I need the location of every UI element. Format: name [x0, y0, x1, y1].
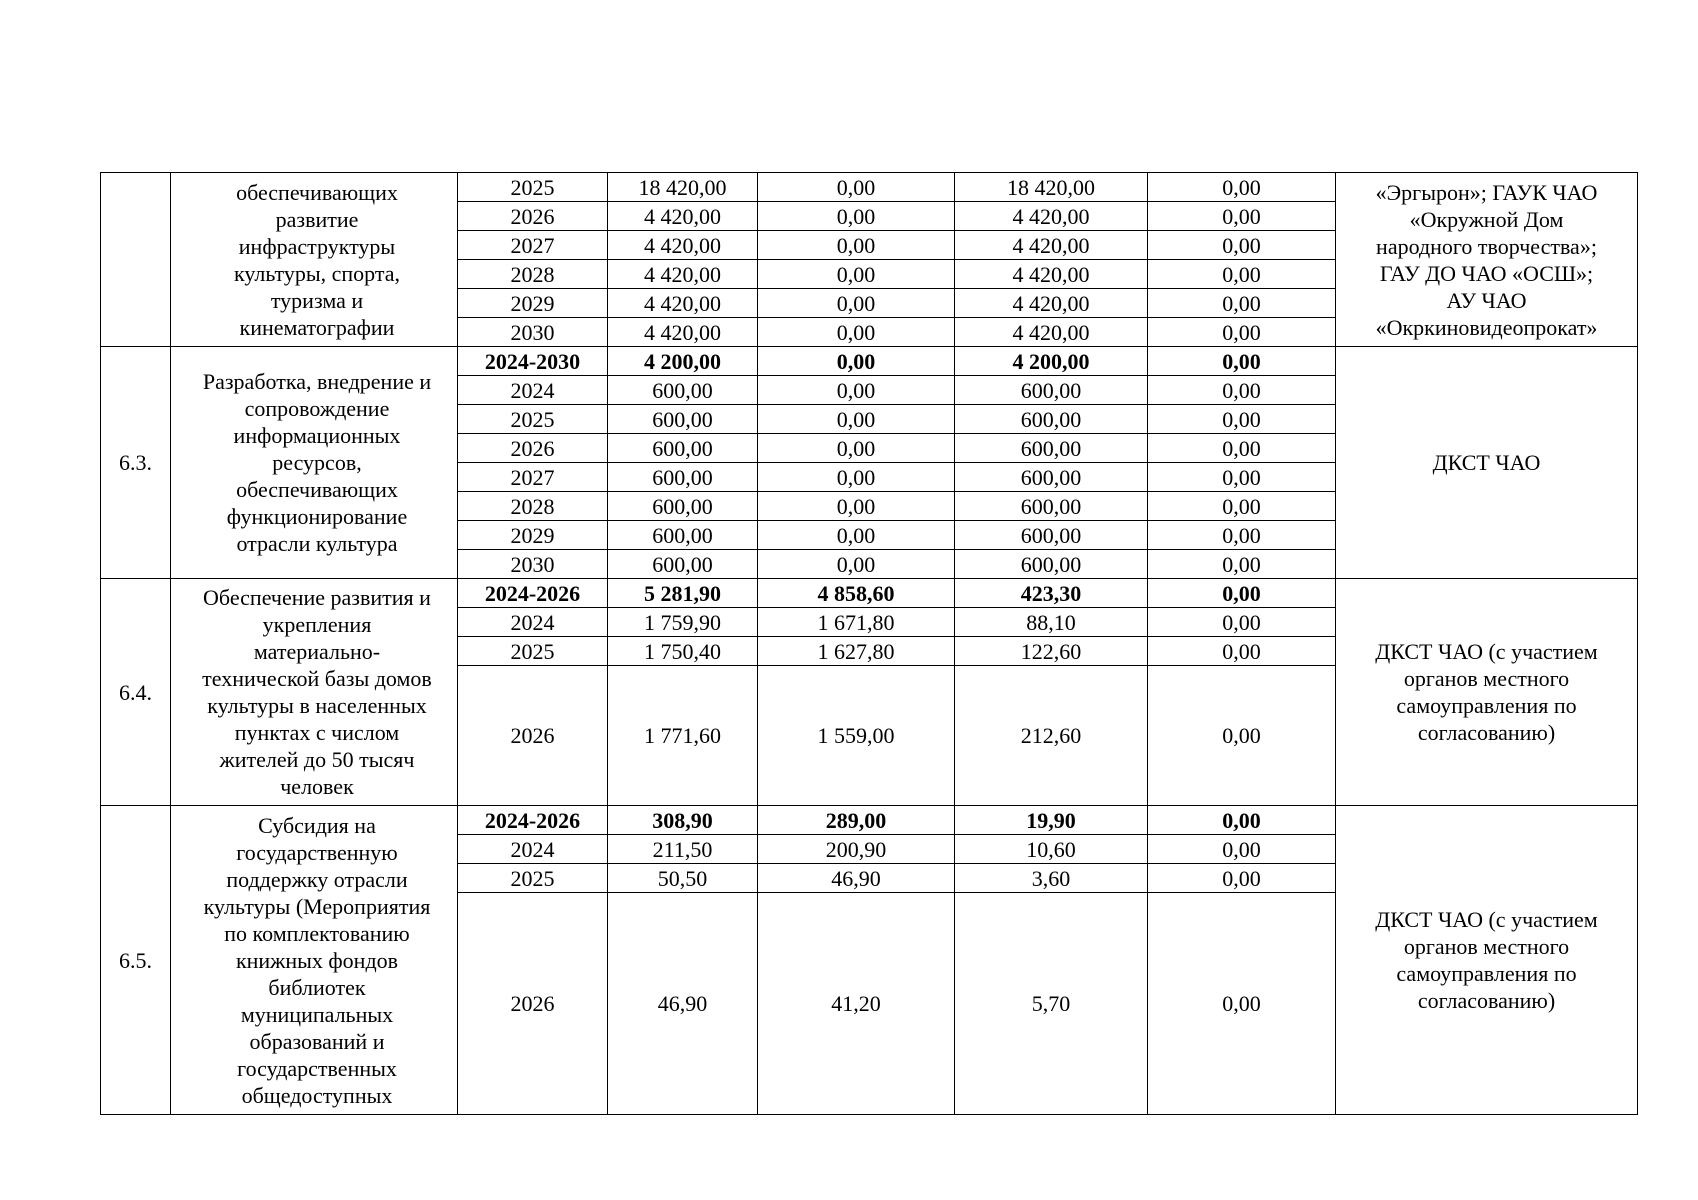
year-cell: 2026 — [458, 893, 608, 1115]
other-cell: 0,00 — [1148, 835, 1336, 864]
other-cell: 0,00 — [1148, 347, 1336, 376]
regional-cell: 600,00 — [955, 550, 1148, 579]
regional-cell: 600,00 — [955, 434, 1148, 463]
table-row-total — [101, 579, 1638, 608]
regional-cell: 3,60 — [955, 864, 1148, 893]
federal-cell: 0,00 — [758, 318, 955, 347]
table-row-total — [101, 806, 1638, 835]
program-budget-table — [100, 172, 1638, 1115]
total-cell: 1 759,90 — [608, 608, 758, 637]
regional-cell: 4 420,00 — [955, 318, 1148, 347]
year-cell: 2028 — [458, 492, 608, 521]
total-cell: 600,00 — [608, 492, 758, 521]
federal-cell: 200,90 — [758, 835, 955, 864]
total-cell: 4 420,00 — [608, 202, 758, 231]
executor-cell — [1336, 347, 1638, 579]
total-cell: 600,00 — [608, 550, 758, 579]
other-cell: 0,00 — [1148, 318, 1336, 347]
regional-cell: 423,30 — [955, 579, 1148, 608]
total-cell: 4 420,00 — [608, 318, 758, 347]
item-name-text: Разработка, внедрение и сопровождение информационных ресурсов, обеспечивающих функционирование отрасли культура — [202, 369, 432, 556]
regional-cell: 88,10 — [955, 608, 1148, 637]
regional-cell: 10,60 — [955, 835, 1148, 864]
other-cell: 0,00 — [1148, 806, 1336, 835]
regional-cell: 600,00 — [955, 492, 1148, 521]
other-cell: 0,00 — [1148, 864, 1336, 893]
total-cell: 4 200,00 — [608, 347, 758, 376]
year-cell: 2026 — [458, 666, 608, 806]
year-cell: 2025 — [458, 864, 608, 893]
year-cell: 2024-2026 — [458, 806, 608, 835]
other-cell: 0,00 — [1148, 202, 1336, 231]
executor-cell — [1336, 173, 1638, 347]
total-cell: 308,90 — [608, 806, 758, 835]
regional-cell: 600,00 — [955, 405, 1148, 434]
total-cell: 5 281,90 — [608, 579, 758, 608]
year-cell: 2024-2030 — [458, 347, 608, 376]
item-name-text: Обеспечение развития и укрепления материально- технической базы домов культуры в населенных пунктах с числом жителей до 50 тысяч человек — [202, 585, 432, 799]
item-number-cell: 6.5. — [101, 806, 171, 1115]
year-cell: 2027 — [458, 231, 608, 260]
year-cell: 2027 — [458, 463, 608, 492]
federal-cell: 0,00 — [758, 521, 955, 550]
federal-cell: 0,00 — [758, 347, 955, 376]
regional-cell: 600,00 — [955, 463, 1148, 492]
year-cell: 2024-2026 — [458, 579, 608, 608]
other-cell: 0,00 — [1148, 434, 1336, 463]
item-number-cell: 6.3. — [101, 347, 171, 579]
year-cell: 2024 — [458, 608, 608, 637]
total-cell: 4 420,00 — [608, 231, 758, 260]
other-cell: 0,00 — [1148, 405, 1336, 434]
regional-cell: 4 200,00 — [955, 347, 1148, 376]
total-cell: 600,00 — [608, 521, 758, 550]
year-cell: 2025 — [458, 405, 608, 434]
other-cell: 0,00 — [1148, 173, 1336, 202]
other-cell: 0,00 — [1148, 579, 1336, 608]
total-cell: 1 771,60 — [608, 666, 758, 806]
other-cell: 0,00 — [1148, 492, 1336, 521]
year-cell: 2026 — [458, 202, 608, 231]
total-cell: 600,00 — [608, 434, 758, 463]
federal-cell: 0,00 — [758, 550, 955, 579]
year-cell: 2029 — [458, 289, 608, 318]
federal-cell: 41,20 — [758, 893, 955, 1115]
item-name-text: обеспечивающих развитие инфраструктуры культуры, спорта, туризма и кинематографии — [233, 179, 401, 340]
federal-cell: 0,00 — [758, 260, 955, 289]
regional-cell: 122,60 — [955, 637, 1148, 666]
item-number-cell: 6.4. — [101, 579, 171, 806]
year-cell: 2026 — [458, 434, 608, 463]
year-cell: 2028 — [458, 260, 608, 289]
federal-cell: 4 858,60 — [758, 579, 955, 608]
executor-text: ДКСТ ЧАО — [1432, 450, 1541, 475]
regional-cell: 600,00 — [955, 376, 1148, 405]
regional-cell: 19,90 — [955, 806, 1148, 835]
total-cell: 600,00 — [608, 376, 758, 405]
item-name-cell — [171, 173, 458, 347]
regional-cell: 5,70 — [955, 893, 1148, 1115]
federal-cell: 0,00 — [758, 463, 955, 492]
year-cell: 2030 — [458, 318, 608, 347]
other-cell: 0,00 — [1148, 893, 1336, 1115]
regional-cell: 4 420,00 — [955, 231, 1148, 260]
other-cell: 0,00 — [1148, 637, 1336, 666]
federal-cell: 0,00 — [758, 376, 955, 405]
total-cell: 600,00 — [608, 463, 758, 492]
regional-cell: 4 420,00 — [955, 260, 1148, 289]
federal-cell: 0,00 — [758, 231, 955, 260]
year-cell: 2024 — [458, 376, 608, 405]
other-cell: 0,00 — [1148, 463, 1336, 492]
regional-cell: 4 420,00 — [955, 289, 1148, 318]
executor-cell — [1336, 579, 1638, 806]
federal-cell: 0,00 — [758, 405, 955, 434]
year-cell: 2024 — [458, 835, 608, 864]
other-cell: 0,00 — [1148, 608, 1336, 637]
other-cell: 0,00 — [1148, 376, 1336, 405]
year-cell: 2025 — [458, 637, 608, 666]
total-cell: 50,50 — [608, 864, 758, 893]
item-name-text: Субсидия на государственную поддержку отрасли культуры (Мероприятия по комплектованию книжных фондов библиотек муниципальных образований и государственных общедоступных — [203, 812, 431, 1108]
total-cell: 46,90 — [608, 893, 758, 1115]
year-cell: 2030 — [458, 550, 608, 579]
table-row — [101, 173, 1638, 202]
item-name-cell — [171, 806, 458, 1115]
executor-text: ДКСТ ЧАО (с участием органов местного самоуправления по согласованию) — [1375, 907, 1598, 1013]
other-cell: 0,00 — [1148, 521, 1336, 550]
executor-text: ДКСТ ЧАО (с участием органов местного самоуправления по согласованию) — [1375, 639, 1598, 745]
executor-text: «Эргырон»; ГАУК ЧАО «Окружной Дом народного творчества»; ГАУ ДО ЧАО «ОСШ»; АУ ЧАО «Окркиновидеопрокат» — [1375, 179, 1598, 340]
federal-cell: 1 627,80 — [758, 637, 955, 666]
item-name-cell — [171, 579, 458, 806]
other-cell: 0,00 — [1148, 550, 1336, 579]
federal-cell: 0,00 — [758, 434, 955, 463]
other-cell: 0,00 — [1148, 289, 1336, 318]
total-cell: 4 420,00 — [608, 289, 758, 318]
total-cell: 18 420,00 — [608, 173, 758, 202]
federal-cell: 1 559,00 — [758, 666, 955, 806]
other-cell: 0,00 — [1148, 231, 1336, 260]
federal-cell: 0,00 — [758, 492, 955, 521]
regional-cell: 4 420,00 — [955, 202, 1148, 231]
federal-cell: 0,00 — [758, 289, 955, 318]
federal-cell: 1 671,80 — [758, 608, 955, 637]
item-name-cell — [171, 347, 458, 579]
executor-cell — [1336, 806, 1638, 1115]
other-cell: 0,00 — [1148, 260, 1336, 289]
total-cell: 4 420,00 — [608, 260, 758, 289]
regional-cell: 600,00 — [955, 521, 1148, 550]
year-cell: 2029 — [458, 521, 608, 550]
federal-cell: 46,90 — [758, 864, 955, 893]
year-cell: 2025 — [458, 173, 608, 202]
regional-cell: 18 420,00 — [955, 173, 1148, 202]
total-cell: 211,50 — [608, 835, 758, 864]
federal-cell: 0,00 — [758, 202, 955, 231]
regional-cell: 212,60 — [955, 666, 1148, 806]
federal-cell: 0,00 — [758, 173, 955, 202]
total-cell: 600,00 — [608, 405, 758, 434]
other-cell: 0,00 — [1148, 666, 1336, 806]
item-number-cell — [101, 173, 171, 347]
federal-cell: 289,00 — [758, 806, 955, 835]
total-cell: 1 750,40 — [608, 637, 758, 666]
table-row-total — [101, 347, 1638, 376]
